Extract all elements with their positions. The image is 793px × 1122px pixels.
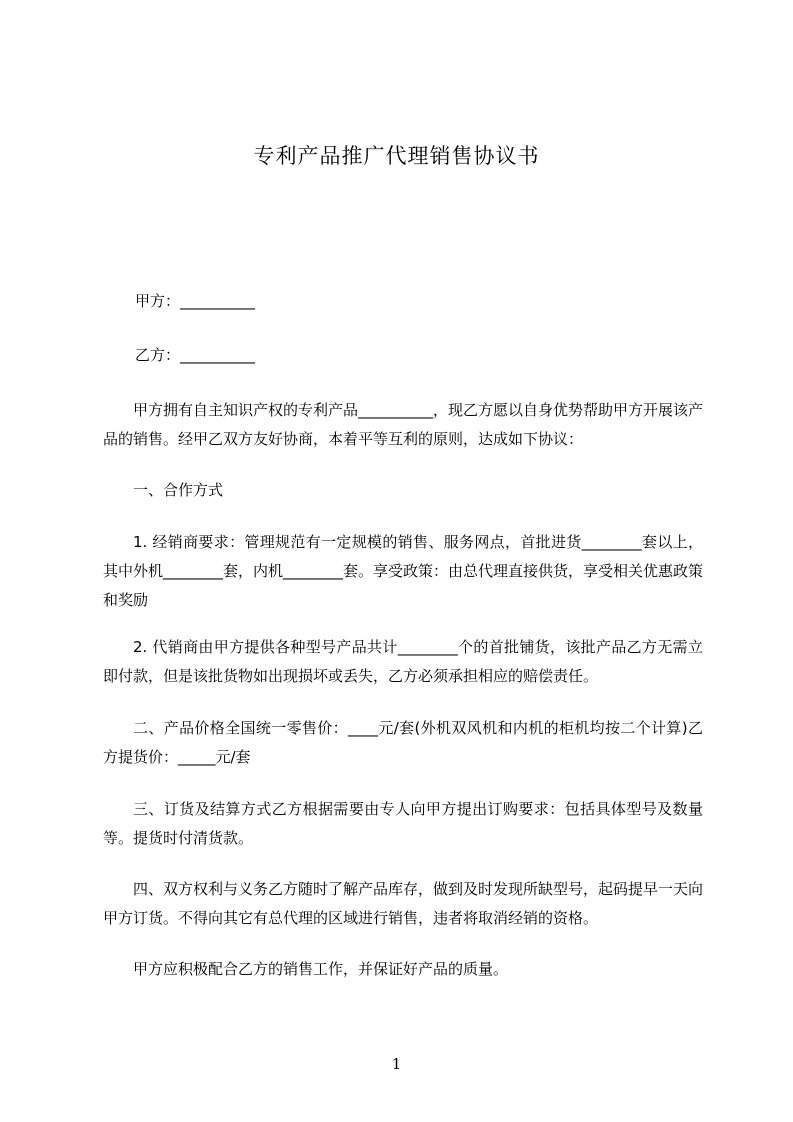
document-title: 专利产品推广代理销售协议书 <box>253 144 540 168</box>
closing-paragraph: 甲方应积极配合乙方的销售工作，并保证好产品的质量。 <box>133 960 509 978</box>
section-4-paragraph: 四、双方权利与义务乙方随时了解产品库存，做到及时发现所缺型号，起码提早一天向甲方订货。不得向其它有总代理的区域进行销售，违者将取消经销的资格。 <box>103 880 704 927</box>
page-number: 1 <box>391 1055 402 1073</box>
section-1-heading: 一、合作方式 <box>133 481 224 499</box>
party-a-line: 甲方：__________ <box>135 292 256 310</box>
clause-2-paragraph: 2. 代销商由甲方提供各种型号产品共计________个的首批铺货，该批产品乙方无需立即付款，但是该批货物如出现损坏或丢失，乙方必须承担相应的赔偿责任。 <box>103 638 703 685</box>
clause-1-paragraph: 1. 经销商要求：管理规范有一定规模的销售、服务网点，首批进货________套以上，其中外机________套，内机________套。享受政策：由总代理直接供货，享受相关优惠政策和奖励 <box>103 533 704 609</box>
section-3-paragraph: 三、订货及结算方式乙方根据需要由专人向甲方提出订购要求：包括具体型号及数量等。提货时付清货款。 <box>103 800 703 847</box>
party-b-line: 乙方：__________ <box>135 346 256 364</box>
intro-paragraph: 甲方拥有自主知识产权的专利产品__________，现乙方愿以自身优势帮助甲方开展该产品的销售。经甲乙双方友好协商，本着平等互利的原则，达成如下协议： <box>103 401 704 448</box>
section-2-paragraph: 二、产品价格全国统一零售价：____元/套(外机双风机和内机的柜机均按二个计算)乙方提货价：_____元/套 <box>103 719 703 766</box>
